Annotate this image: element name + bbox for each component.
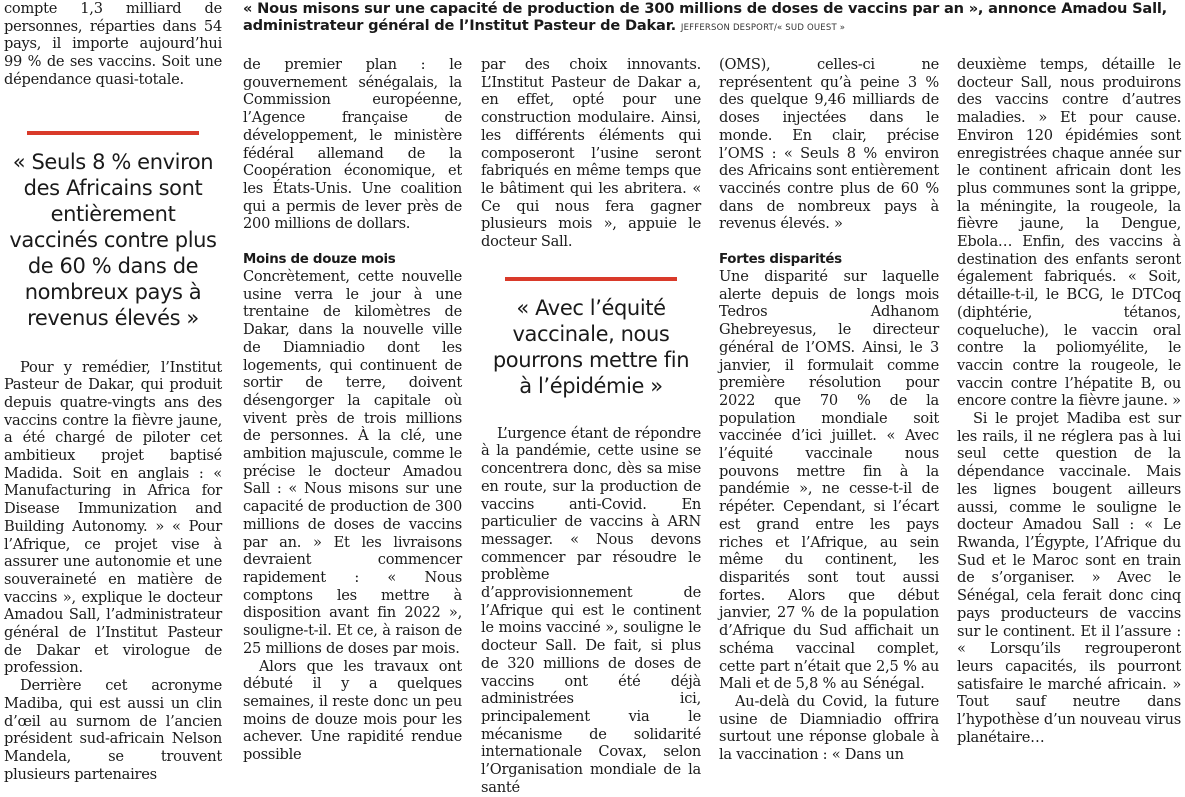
column-2-paragraph-2: Concrètement, cette nouvelle usine verra le jour à une trentaine de kilomètres de Dakar, dans la nouvelle ville de Diamniadio dont les logements, qui continuent de sortir de terre, doivent désengorger la capitale où vivent près de trois millions de personnes. À la clé, une ambition majuscule, comme le précise le docteur Amadou Sall : « Nous misons sur une capacité de production de 300 millions de doses de vaccins par an. » Et les livraisons devraient commencer rapidement : « Nous comptons les mettre à disposition avant fin 2022 », souligne-t-il. Et ce, à raison de 25 millions de doses par mois.: [243, 268, 462, 657]
pullquote-1: [4, 131, 222, 331]
article-column-1: [4, 0, 222, 783]
column-1-intro: compte 1,3 milliard de personnes, réparties dans 54 pays, il importe aujourd’hui 99 % de ses vaccins. Soit une dépendance quasi-totale.: [4, 0, 222, 88]
column-2-paragraph-1: de premier plan : le gouvernement sénégalais, la Commission européenne, l’Agence française de développement, le ministère fédéral allemand de la Coopération économique, et les États-Unis. Une coalition qui a permis de lever près de 200 millions de dollars.: [243, 56, 462, 233]
pullquote-2-rule: [505, 277, 677, 281]
photo-caption: [243, 0, 1183, 37]
column-3-paragraph-2: L’urgence étant de répondre à la pandémie, cette usine se concentrera donc, dès sa mise en route, sur la production de vaccins anti-Covid. En particulier de vaccins à ARN messager. « Nous devons commencer par résoudre le problème d’approvisionnement de l’Afrique qui est le continent le moins vacciné », souligne le docteur Sall. De fait, si plus de 320 millions de doses de vaccins ont été déjà administrées ici, principalement via le mécanisme de solidarité internationale Covax, selon l’Organisation mondiale de la santé: [481, 424, 701, 796]
pullquote-2: [481, 277, 701, 399]
article-column-3: [481, 56, 701, 796]
column-2-paragraph-3: Alors que les travaux ont débuté il y a quelques semaines, il reste donc un peu moins de douze mois pour les achever. Une rapidité rendue possible: [243, 657, 462, 764]
caption-text: « Nous misons sur une capacité de production de 300 millions de doses de vaccins par an », annonce Amadou Sall, administrateur général de l’Institut Pasteur de Dakar.: [243, 0, 1168, 34]
column-4-paragraph-2: Une disparité sur laquelle alerte depuis de longs mois Tedros Adhanom Ghebreyesus, le directeur général de l’OMS. Ainsi, le 3 janvier, il formulait comme première résolution pour 2022 que 70 % de la population mondiale soit vaccinée d’ici juillet. « Avec l’équité vaccinale nous pouvons mettre fin à la pandémie », ne cesse-t-il de répéter. Cependant, si l’écart est grand entre les pays riches et l’Afrique, au sein même du continent, les disparités sont tout aussi fortes. Alors que début janvier, 27 % de la population d’Afrique du Sud affichait un schéma vaccinal complet, cette part n’était que 2,5 % au Mali et de 5,8 % au Sénégal.: [719, 268, 939, 693]
column-3-paragraph-1: par des choix innovants. L’Institut Pasteur de Dakar a, en effet, opté pour une construction modulaire. Ainsi, les différents éléments qui composeront l’usine seront fabriqués en même temps que le bâtiment qui les abritera. « Ce qui nous fera gagner plusieurs mois », appuie le docteur Sall.: [481, 56, 701, 251]
column-1-paragraph-2: Derrière cet acronyme Madiba, qui est aussi un clin d’œil au surnom de l’ancien président sud-africain Nelson Mandela, se trouvent plusieurs partenaires: [4, 677, 222, 783]
pullquote-2-text: « Avec l’équité vaccinale, nous pourrons mettre fin à l’épidémie »: [492, 295, 690, 398]
column-5-paragraph-2: Si le projet Madiba est sur les rails, il ne réglera pas à lui seul cette question de la dépendance vaccinale. Mais les lignes bougent ailleurs aussi, comme le souligne le docteur Amadou Sall : « Le Rwanda, l’Égypte, l’Afrique du Sud et le Maroc sont en train de s’organiser. » Avec le Sénégal, cela ferait donc cinq pays producteurs de vaccins sur le continent. Et il l’assure : « Lorsqu’ils regrouperont leurs capacités, ils pourront satisfaire le marché africain. » Tout sauf neutre dans l’hypothèse d’un nouveau virus planétaire…: [957, 410, 1181, 746]
article-column-2: [243, 56, 462, 764]
photo-credit: JEFFERSON DESPORT/« SUD OUEST »: [680, 23, 846, 33]
pullquote-1-rule: [27, 131, 199, 135]
article-column-4: [719, 56, 939, 764]
article-column-5: [957, 56, 1181, 746]
subhead-moins-de-douze-mois: Moins de douze mois: [243, 252, 396, 268]
column-4-paragraph-1: (OMS), celles-ci ne représentent qu’à peine 3 % des quelque 9,46 milliards de doses injectées dans le monde. En clair, précise l’OMS : « Seuls 8 % environ des Africains sont entièrement vaccinés contre plus de 60 % dans de nombreux pays à revenus élevés. »: [719, 56, 939, 233]
column-5-paragraph-1: deuxième temps, détaille le docteur Sall, nous produirons des vaccins contre d’autres maladies. » Et pour cause. Environ 120 épidémies sont enregistrées chaque année sur le continent africain dont les plus communes sont la grippe, la méningite, la rougeole, la fièvre jaune, la Dengue, Ebola… Enfin, des vaccins à destination des enfants seront également fabriqués. « Soit, détaille-t-il, le BCG, le DTCoq (diphtérie, tétanos, coqueluche), le vaccin oral contre la poliomyélite, le vaccin contre la rougeole, le vaccin contre l’hépatite B, ou encore contre la fièvre jaune. »: [957, 56, 1181, 410]
pullquote-1-text: « Seuls 8 % environ des Africains sont entièrement vaccinés contre plus de 60 % dans de nombreux pays à revenus élevés »: [9, 149, 217, 330]
column-4-paragraph-3: Au-delà du Covid, la future usine de Diamniadio offrira surtout une réponse globale à la vaccination : « Dans un: [719, 692, 939, 764]
column-1-paragraph-1: Pour y remédier, l’Institut Pasteur de Dakar, qui produit depuis quatre-vingts ans des vaccins contre la fièvre jaune, a été chargé de piloter cet ambitieux projet baptisé Madida. Soit en anglais : « Manufacturing in Africa for Disease Immunization and Building Autonomy. » « Pour l’Afrique, ce projet vise à assurer une autonomie et une souveraineté en matière de vaccins », explique le docteur Amadou Sall, l’administrateur général de l’Institut Pasteur de Dakar et virologue de profession.: [4, 358, 222, 677]
subhead-fortes-disparites: Fortes disparités: [719, 252, 842, 268]
